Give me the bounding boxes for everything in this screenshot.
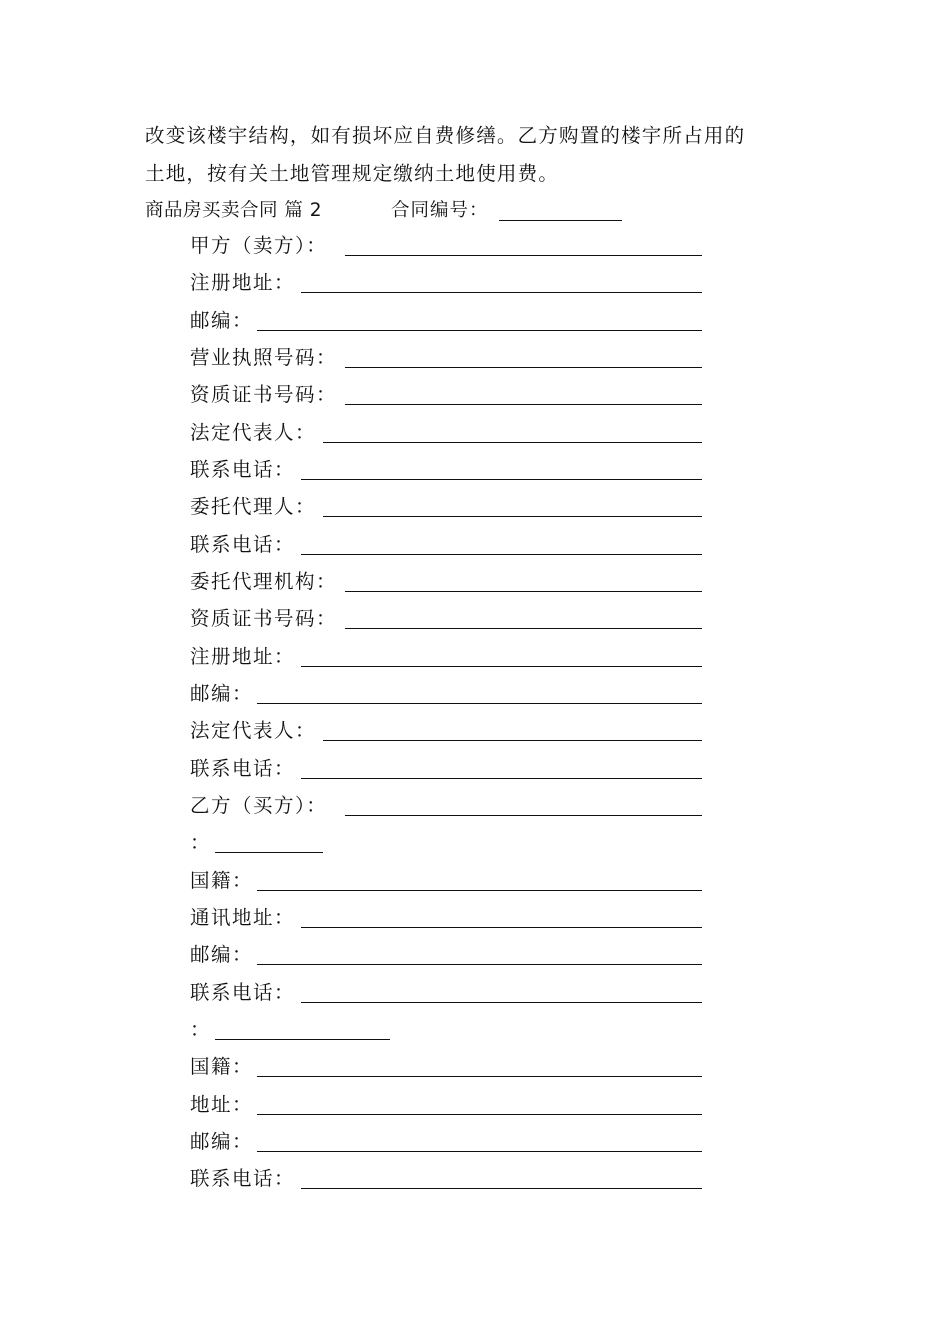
field-label: 委托代理人： <box>190 495 320 519</box>
field-agency-phone <box>190 757 702 781</box>
field-label: 法定代表人： <box>190 421 320 445</box>
field-buyer-mailing-address <box>190 906 702 930</box>
field-seller-legal-representative <box>190 421 702 445</box>
field-buyer-postcode <box>190 943 702 967</box>
field-blank <box>301 1188 702 1189</box>
field-blank <box>301 292 702 293</box>
field-blank <box>257 1114 702 1115</box>
field-label: 资质证书号码： <box>190 607 341 631</box>
field-label: 邮编： <box>190 1130 257 1154</box>
field-seller-qualification-number <box>190 383 702 407</box>
field-blank <box>301 1002 702 1003</box>
field-seller-agent-phone <box>190 533 702 557</box>
contract-number-blank <box>499 220 622 221</box>
field-label: 注册地址： <box>190 645 299 669</box>
field-label: 资质证书号码： <box>190 383 341 407</box>
field-label: 国籍： <box>190 1055 257 1079</box>
field-agent-phone <box>190 1167 702 1191</box>
field-blank <box>301 778 702 779</box>
field-label: 联系电话： <box>190 1167 299 1191</box>
field-agent-address <box>190 1093 702 1117</box>
field-blank <box>323 516 702 517</box>
field-seller <box>190 234 702 258</box>
contract-title: 商品房买卖合同 篇 2 <box>145 200 323 221</box>
field-agency-qualification-number <box>190 607 702 631</box>
field-agent-postcode <box>190 1130 702 1154</box>
field-agency <box>190 570 702 594</box>
field-blank <box>257 890 702 891</box>
field-agency-postcode <box>190 682 702 706</box>
intro-line-1: 改变该楼宇结构，如有损坏应自费修缮。乙方购置的楼宇所占用的 <box>145 124 746 147</box>
field-label: 联系电话： <box>190 757 299 781</box>
field-label: 营业执照号码： <box>190 346 341 370</box>
field-blank <box>257 964 702 965</box>
field-blank <box>345 404 702 405</box>
field-blank <box>323 740 702 741</box>
field-label: 邮编： <box>190 309 257 333</box>
field-blank <box>323 442 702 443</box>
field-blank <box>301 927 702 928</box>
field-blank <box>212 1039 390 1040</box>
field-seller-agent <box>190 495 702 519</box>
field-blank <box>257 1151 702 1152</box>
field-label: 乙方（买方）： <box>190 794 331 818</box>
field-agency-legal-representative <box>190 719 702 743</box>
contract-heading <box>145 199 489 223</box>
field-blank <box>212 852 323 853</box>
field-blank <box>345 591 702 592</box>
field-label: 邮编： <box>190 682 257 706</box>
field-blank <box>257 330 702 331</box>
field-blank <box>301 479 702 480</box>
field-buyer-extra <box>190 831 323 855</box>
field-label: 国籍： <box>190 869 257 893</box>
field-label: 地址： <box>190 1093 257 1117</box>
field-label: 联系电话： <box>190 458 299 482</box>
field-label: ： <box>190 831 215 855</box>
field-blank <box>301 554 702 555</box>
intro-line-2: 土地，按有关土地管理规定缴纳土地使用费。 <box>145 162 560 185</box>
field-label: 邮编： <box>190 943 257 967</box>
field-buyer <box>190 794 702 818</box>
field-blank <box>301 666 702 667</box>
field-blank <box>345 628 702 629</box>
field-label: 通讯地址： <box>190 906 299 930</box>
field-blank <box>257 1076 702 1077</box>
field-label: 联系电话： <box>190 533 299 557</box>
field-label: 注册地址： <box>190 271 299 295</box>
field-blank <box>257 703 702 704</box>
field-label: 法定代表人： <box>190 719 320 743</box>
field-seller-registered-address <box>190 271 702 295</box>
field-blank <box>345 255 702 256</box>
field-agency-registered-address <box>190 645 702 669</box>
field-label: 甲方（卖方）： <box>190 234 331 258</box>
field-buyer-nationality <box>190 869 702 893</box>
field-label: 委托代理机构： <box>190 570 341 594</box>
field-buyer-phone <box>190 981 702 1005</box>
field-seller-phone <box>190 458 702 482</box>
field-label: 联系电话： <box>190 981 299 1005</box>
field-buyer-agent <box>190 1018 390 1042</box>
field-blank <box>345 815 702 816</box>
field-label: ： <box>190 1018 215 1042</box>
field-blank <box>345 367 702 368</box>
contract-number-label: 合同编号： <box>391 200 489 221</box>
field-agent-nationality <box>190 1055 702 1079</box>
field-business-license-number <box>190 346 702 370</box>
field-seller-postcode <box>190 309 702 333</box>
